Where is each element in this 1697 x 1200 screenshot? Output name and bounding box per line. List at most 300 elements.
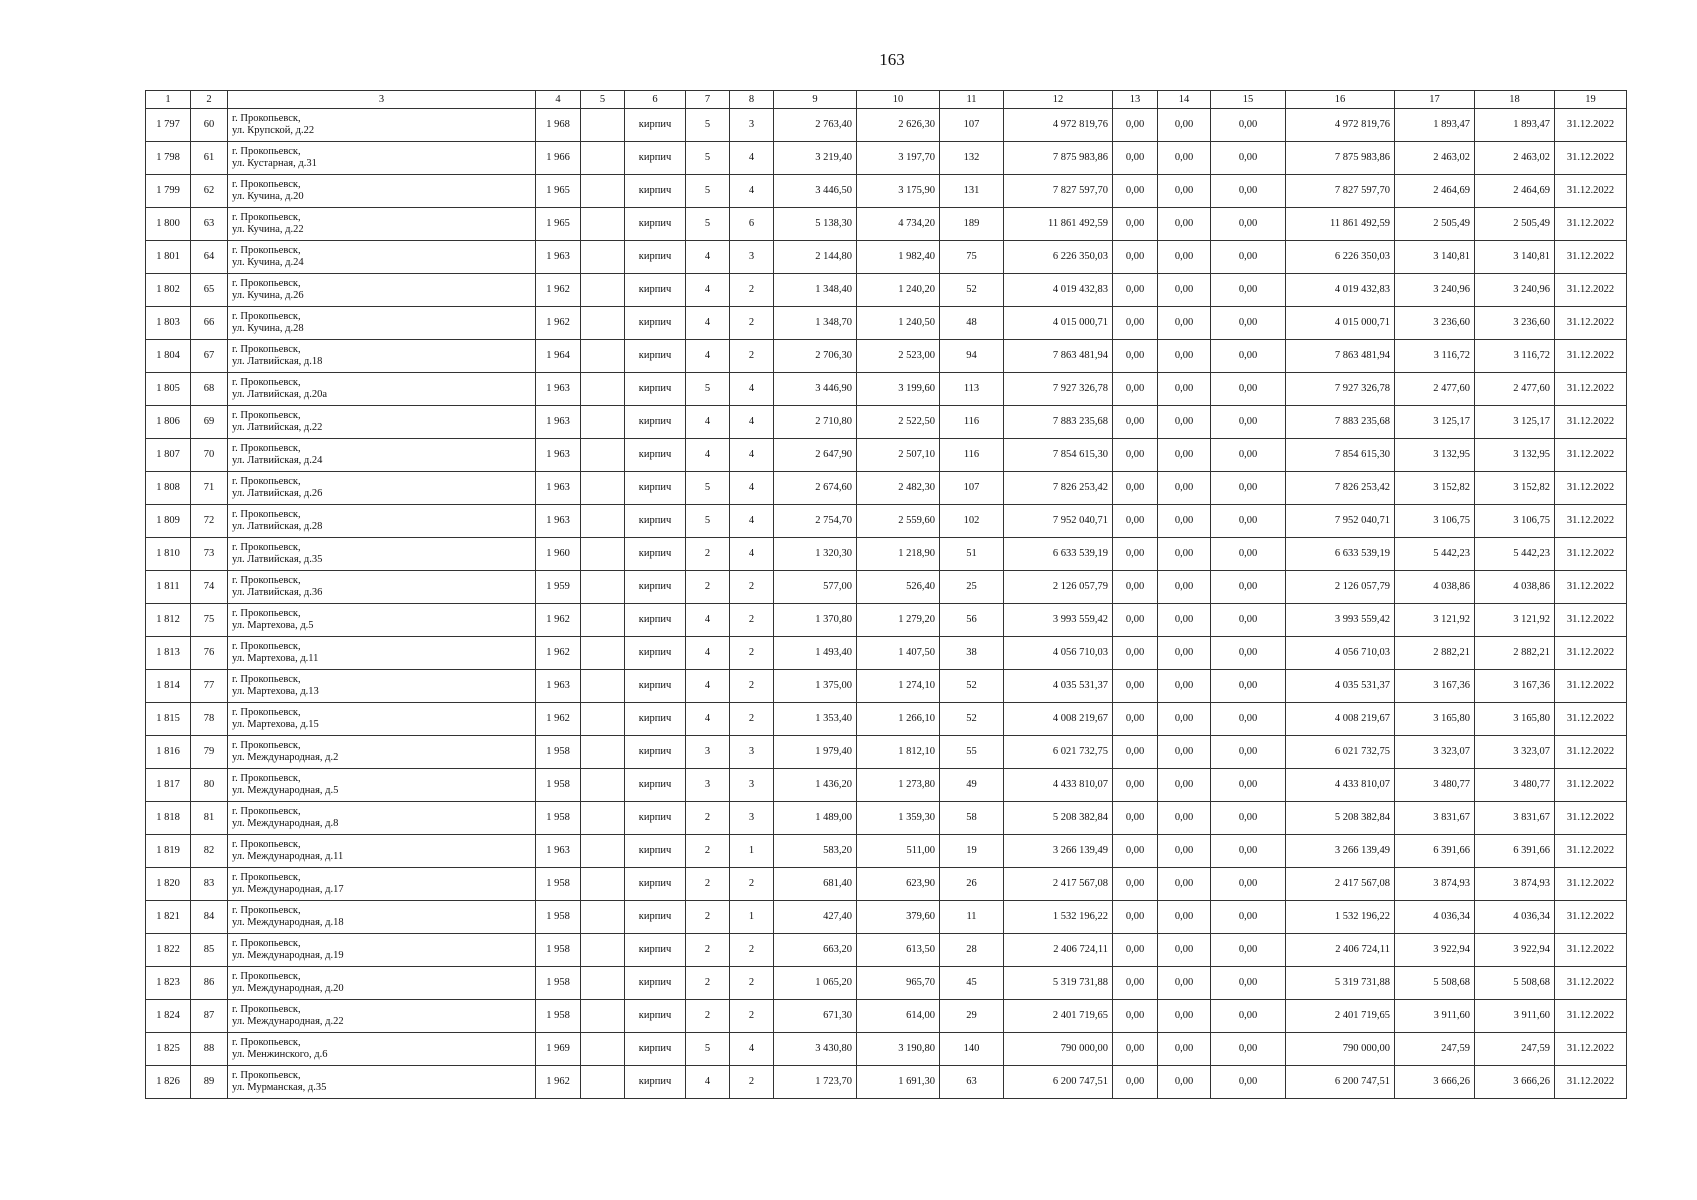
address-city: г. Прокопьевск, — [232, 311, 301, 322]
table-cell: 0,00 — [1158, 637, 1211, 670]
table-cell: 0,00 — [1211, 901, 1286, 934]
table-row — [146, 769, 1627, 802]
table-cell: 0,00 — [1113, 967, 1158, 1000]
table-cell: 3 666,26 — [1475, 1066, 1555, 1099]
address-street: ул. Латвийская, д.28 — [232, 521, 323, 532]
table-cell: 4 — [686, 406, 730, 439]
table-cell: 5 — [686, 472, 730, 505]
address-city: г. Прокопьевск, — [232, 443, 301, 454]
table-cell: 11 861 492,59 — [1004, 208, 1113, 241]
table-cell: 5 442,23 — [1395, 538, 1475, 571]
table-cell: 3 236,60 — [1395, 307, 1475, 340]
table-cell: 48 — [940, 307, 1004, 340]
table-cell: 31.12.2022 — [1555, 142, 1627, 175]
table-cell: 3 167,36 — [1395, 670, 1475, 703]
table-row — [146, 802, 1627, 835]
table-cell: 0,00 — [1211, 175, 1286, 208]
table-cell: 4 015 000,71 — [1004, 307, 1113, 340]
table-cell: 0,00 — [1113, 604, 1158, 637]
table-cell: 113 — [940, 373, 1004, 406]
table-cell: 1 273,80 — [857, 769, 940, 802]
table-cell — [581, 538, 625, 571]
table-cell: 7 854 615,30 — [1286, 439, 1395, 472]
table-cell: 3 240,96 — [1475, 274, 1555, 307]
table-cell: 6 021 732,75 — [1286, 736, 1395, 769]
table-cell: кирпич — [625, 967, 686, 1000]
table-cell: 31.12.2022 — [1555, 1033, 1627, 1066]
table-cell: 31.12.2022 — [1555, 241, 1627, 274]
table-cell: 0,00 — [1113, 835, 1158, 868]
table-cell: 4 — [686, 241, 730, 274]
table-cell: 1 375,00 — [774, 670, 857, 703]
address-cell — [228, 109, 536, 142]
table-cell: 94 — [940, 340, 1004, 373]
table-row — [146, 835, 1627, 868]
address-street: ул. Мурманская, д.35 — [232, 1082, 327, 1093]
table-cell — [581, 703, 625, 736]
table-cell: 2 126 057,79 — [1004, 571, 1113, 604]
table-cell: 1 798 — [146, 142, 191, 175]
table-row — [146, 274, 1627, 307]
table-row — [146, 868, 1627, 901]
table-cell: 2 477,60 — [1395, 373, 1475, 406]
table-cell: кирпич — [625, 439, 686, 472]
table-cell: 4 — [686, 274, 730, 307]
table-cell: 0,00 — [1113, 142, 1158, 175]
table-cell: 0,00 — [1211, 538, 1286, 571]
table-row — [146, 538, 1627, 571]
table-cell: 3 922,94 — [1475, 934, 1555, 967]
table-cell: 31.12.2022 — [1555, 472, 1627, 505]
table-cell — [581, 208, 625, 241]
table-cell: 1 963 — [536, 505, 581, 538]
table-cell: кирпич — [625, 175, 686, 208]
table-cell: кирпич — [625, 934, 686, 967]
address-street: ул. Международная, д.11 — [232, 851, 344, 862]
address-city: г. Прокопьевск, — [232, 245, 301, 256]
address-cell — [228, 868, 536, 901]
table-cell: кирпич — [625, 604, 686, 637]
address-cell — [228, 538, 536, 571]
address-cell — [228, 406, 536, 439]
table-cell: 31.12.2022 — [1555, 868, 1627, 901]
table-cell: 1 963 — [536, 670, 581, 703]
address-city: г. Прокопьевск, — [232, 674, 301, 685]
table-cell: 76 — [191, 637, 228, 670]
table-cell: 2 417 567,08 — [1286, 868, 1395, 901]
table-cell: 69 — [191, 406, 228, 439]
table-cell: 0,00 — [1211, 373, 1286, 406]
table-cell: 1 893,47 — [1395, 109, 1475, 142]
table-cell: 2 401 719,65 — [1004, 1000, 1113, 1033]
address-city: г. Прокопьевск, — [232, 872, 301, 883]
table-row — [146, 934, 1627, 967]
table-cell — [581, 967, 625, 1000]
table-cell: 2 — [686, 571, 730, 604]
address-cell — [228, 901, 536, 934]
table-cell: 2 — [686, 868, 730, 901]
address-cell — [228, 274, 536, 307]
table-cell: 31.12.2022 — [1555, 769, 1627, 802]
address-street: ул. Кустарная, д.31 — [232, 158, 317, 169]
table-cell: 3 152,82 — [1475, 472, 1555, 505]
table-cell: кирпич — [625, 802, 686, 835]
table-cell: 3 106,75 — [1395, 505, 1475, 538]
address-city: г. Прокопьевск, — [232, 146, 301, 157]
table-cell: 28 — [940, 934, 1004, 967]
table-cell: 1 804 — [146, 340, 191, 373]
table-cell: 1 274,10 — [857, 670, 940, 703]
table-cell: 1 — [730, 835, 774, 868]
table-cell: 0,00 — [1158, 934, 1211, 967]
table-cell: 102 — [940, 505, 1004, 538]
table-cell: 65 — [191, 274, 228, 307]
address-street: ул. Кучина, д.28 — [232, 323, 304, 334]
table-cell: 965,70 — [857, 967, 940, 1000]
table-cell: 0,00 — [1158, 802, 1211, 835]
table-cell: кирпич — [625, 274, 686, 307]
table-cell: 31.12.2022 — [1555, 604, 1627, 637]
table-cell: 663,20 — [774, 934, 857, 967]
table-cell: 0,00 — [1113, 109, 1158, 142]
table-cell: 1 822 — [146, 934, 191, 967]
address-street: ул. Латвийская, д.18 — [232, 356, 323, 367]
table-cell: 7 863 481,94 — [1004, 340, 1113, 373]
table-cell: 0,00 — [1211, 1033, 1286, 1066]
table-cell: 1 963 — [536, 439, 581, 472]
table-cell: 0,00 — [1158, 241, 1211, 274]
address-cell — [228, 505, 536, 538]
table-cell: 2 — [730, 1000, 774, 1033]
table-cell: 29 — [940, 1000, 1004, 1033]
table-cell: 3 197,70 — [857, 142, 940, 175]
table-cell: 3 190,80 — [857, 1033, 940, 1066]
table-cell: 0,00 — [1113, 670, 1158, 703]
table-cell: 3 132,95 — [1475, 439, 1555, 472]
table-cell: 31.12.2022 — [1555, 505, 1627, 538]
table-cell: 3 121,92 — [1395, 604, 1475, 637]
table-cell: 1 802 — [146, 274, 191, 307]
address-cell — [228, 802, 536, 835]
table-cell: 0,00 — [1211, 967, 1286, 1000]
table-cell: кирпич — [625, 1033, 686, 1066]
table-cell: 131 — [940, 175, 1004, 208]
table-cell: 2 406 724,11 — [1286, 934, 1395, 967]
table-cell: 2 — [730, 637, 774, 670]
table-cell: 247,59 — [1475, 1033, 1555, 1066]
table-cell: 4 — [686, 670, 730, 703]
table-cell: 2 — [730, 340, 774, 373]
table-cell: 7 827 597,70 — [1004, 175, 1113, 208]
table-cell: 0,00 — [1113, 637, 1158, 670]
table-cell — [581, 340, 625, 373]
table-cell — [581, 109, 625, 142]
address-street: ул. Мартехова, д.5 — [232, 620, 314, 631]
table-cell: 583,20 — [774, 835, 857, 868]
table-cell: 5 208 382,84 — [1004, 802, 1113, 835]
table-cell: 3 874,93 — [1395, 868, 1475, 901]
table-cell: 81 — [191, 802, 228, 835]
table-cell: 6 021 732,75 — [1004, 736, 1113, 769]
table-cell: 0,00 — [1211, 1000, 1286, 1033]
table-cell: 2 — [730, 604, 774, 637]
address-cell — [228, 835, 536, 868]
table-cell: 0,00 — [1211, 208, 1286, 241]
table-cell — [581, 406, 625, 439]
table-cell: 5 508,68 — [1475, 967, 1555, 1000]
table-cell: 681,40 — [774, 868, 857, 901]
table-cell — [581, 439, 625, 472]
table-cell: 55 — [940, 736, 1004, 769]
table-cell: 3 106,75 — [1475, 505, 1555, 538]
table-cell: 2 763,40 — [774, 109, 857, 142]
address-cell — [228, 703, 536, 736]
column-header: 6 — [625, 91, 686, 109]
table-cell: 1 962 — [536, 637, 581, 670]
table-cell: кирпич — [625, 538, 686, 571]
table-row — [146, 175, 1627, 208]
table-row — [146, 439, 1627, 472]
table-cell: 6 — [730, 208, 774, 241]
table-cell: 4 035 531,37 — [1286, 670, 1395, 703]
table-cell: 4 — [686, 307, 730, 340]
table-cell: 1 958 — [536, 1000, 581, 1033]
table-cell: кирпич — [625, 109, 686, 142]
table-cell: 56 — [940, 604, 1004, 637]
table-cell: 6 391,66 — [1395, 835, 1475, 868]
table-cell: 4 — [730, 406, 774, 439]
table-cell: 31.12.2022 — [1555, 538, 1627, 571]
table-cell: 80 — [191, 769, 228, 802]
table-cell: 0,00 — [1211, 307, 1286, 340]
table-cell: 4 — [686, 637, 730, 670]
table-cell: 0,00 — [1113, 1000, 1158, 1033]
table-cell: 0,00 — [1211, 835, 1286, 868]
table-cell: 247,59 — [1395, 1033, 1475, 1066]
table-row — [146, 901, 1627, 934]
address-cell — [228, 637, 536, 670]
table-cell: 3 167,36 — [1475, 670, 1555, 703]
table-cell: 5 442,23 — [1475, 538, 1555, 571]
table-cell: 0,00 — [1113, 439, 1158, 472]
address-city: г. Прокопьевск, — [232, 1070, 301, 1081]
address-city: г. Прокопьевск, — [232, 806, 301, 817]
table-cell: кирпич — [625, 406, 686, 439]
table-cell: 2 406 724,11 — [1004, 934, 1113, 967]
table-cell: 0,00 — [1158, 340, 1211, 373]
table-cell: кирпич — [625, 901, 686, 934]
table-cell: 1 723,70 — [774, 1066, 857, 1099]
table-cell: 107 — [940, 472, 1004, 505]
address-city: г. Прокопьевск, — [232, 278, 301, 289]
table-cell: 6 226 350,03 — [1004, 241, 1113, 274]
table-cell: 4 056 710,03 — [1286, 637, 1395, 670]
table-cell: 72 — [191, 505, 228, 538]
table-cell: 1 813 — [146, 637, 191, 670]
table-cell: 3 — [686, 736, 730, 769]
address-city: г. Прокопьевск, — [232, 839, 301, 850]
table-cell: 511,00 — [857, 835, 940, 868]
address-street: ул. Международная, д.20 — [232, 983, 344, 994]
table-cell: 2 — [686, 967, 730, 1000]
table-cell: 0,00 — [1158, 307, 1211, 340]
address-street: ул. Латвийская, д.36 — [232, 587, 323, 598]
table-cell: 7 863 481,94 — [1286, 340, 1395, 373]
table-cell: 0,00 — [1211, 703, 1286, 736]
column-header: 2 — [191, 91, 228, 109]
table-cell: 140 — [940, 1033, 1004, 1066]
table-cell: кирпич — [625, 769, 686, 802]
table-cell: 0,00 — [1158, 1033, 1211, 1066]
address-cell — [228, 142, 536, 175]
table-cell: 0,00 — [1158, 373, 1211, 406]
table-cell: 1 817 — [146, 769, 191, 802]
address-city: г. Прокопьевск, — [232, 641, 301, 652]
table-cell: 70 — [191, 439, 228, 472]
table-cell: 0,00 — [1158, 571, 1211, 604]
address-street: ул. Кучина, д.26 — [232, 290, 304, 301]
column-header: 12 — [1004, 91, 1113, 109]
table-row — [146, 505, 1627, 538]
table-cell: 1 811 — [146, 571, 191, 604]
table-cell: 5 — [686, 1033, 730, 1066]
table-cell: кирпич — [625, 1066, 686, 1099]
table-cell: 5 319 731,88 — [1004, 967, 1113, 1000]
table-cell: кирпич — [625, 1000, 686, 1033]
address-cell — [228, 1000, 536, 1033]
table-cell: 79 — [191, 736, 228, 769]
address-street: ул. Международная, д.5 — [232, 785, 339, 796]
table-cell: 1 812 — [146, 604, 191, 637]
address-city: г. Прокопьевск, — [232, 113, 301, 124]
table-cell: 2 — [686, 835, 730, 868]
table-cell: 2 — [730, 670, 774, 703]
table-cell: 31.12.2022 — [1555, 1066, 1627, 1099]
address-cell — [228, 1066, 536, 1099]
table-cell: 0,00 — [1158, 406, 1211, 439]
table-cell: 4 038,86 — [1395, 571, 1475, 604]
table-cell: 0,00 — [1113, 373, 1158, 406]
table-cell: 1 806 — [146, 406, 191, 439]
table-cell: 132 — [940, 142, 1004, 175]
table-cell — [581, 769, 625, 802]
table-cell: 3 165,80 — [1475, 703, 1555, 736]
address-cell — [228, 340, 536, 373]
table-cell: 4 008 219,67 — [1004, 703, 1113, 736]
column-header: 15 — [1211, 91, 1286, 109]
table-cell: 31.12.2022 — [1555, 307, 1627, 340]
address-cell — [228, 208, 536, 241]
table-cell: 623,90 — [857, 868, 940, 901]
table-cell: 1 965 — [536, 175, 581, 208]
table-cell: 5 — [686, 208, 730, 241]
table-cell: 2 — [686, 901, 730, 934]
table-cell: 0,00 — [1211, 505, 1286, 538]
table-cell: 1 691,30 — [857, 1066, 940, 1099]
table-cell: 0,00 — [1113, 538, 1158, 571]
column-header: 16 — [1286, 91, 1395, 109]
table-cell: 3 140,81 — [1475, 241, 1555, 274]
table-cell: 63 — [191, 208, 228, 241]
table-cell — [581, 142, 625, 175]
table-cell: 83 — [191, 868, 228, 901]
column-header: 7 — [686, 91, 730, 109]
table-cell — [581, 802, 625, 835]
table-cell — [581, 1066, 625, 1099]
table-cell: 1 807 — [146, 439, 191, 472]
table-cell: 1 799 — [146, 175, 191, 208]
table-cell: 67 — [191, 340, 228, 373]
table-cell: 5 — [686, 175, 730, 208]
table-cell: 31.12.2022 — [1555, 703, 1627, 736]
table-cell: 1 812,10 — [857, 736, 940, 769]
table-cell — [581, 901, 625, 934]
table-cell: 0,00 — [1113, 934, 1158, 967]
table-cell: 60 — [191, 109, 228, 142]
table-cell: 75 — [940, 241, 1004, 274]
table-cell: 2 — [686, 934, 730, 967]
table-cell: 26 — [940, 868, 1004, 901]
table-cell: 3 831,67 — [1395, 802, 1475, 835]
table-cell: 31.12.2022 — [1555, 175, 1627, 208]
table-cell: 0,00 — [1211, 769, 1286, 802]
table-cell: 52 — [940, 274, 1004, 307]
table-row — [146, 472, 1627, 505]
table-row — [146, 1033, 1627, 1066]
table-cell: 3 993 559,42 — [1004, 604, 1113, 637]
table-cell: 82 — [191, 835, 228, 868]
address-cell — [228, 736, 536, 769]
table-cell: 4 036,34 — [1395, 901, 1475, 934]
table-cell: 6 226 350,03 — [1286, 241, 1395, 274]
table-cell: 4 056 710,03 — [1004, 637, 1113, 670]
table-cell: 1 821 — [146, 901, 191, 934]
table-cell: кирпич — [625, 307, 686, 340]
table-cell: 1 825 — [146, 1033, 191, 1066]
table-cell: 2 522,50 — [857, 406, 940, 439]
table-cell: 1 958 — [536, 736, 581, 769]
table-row — [146, 142, 1627, 175]
table-cell: 2 882,21 — [1475, 637, 1555, 670]
table-cell: 49 — [940, 769, 1004, 802]
table-cell: 1 320,30 — [774, 538, 857, 571]
table-cell: 31.12.2022 — [1555, 1000, 1627, 1033]
table-cell: 1 968 — [536, 109, 581, 142]
table-cell: 0,00 — [1158, 439, 1211, 472]
address-cell — [228, 604, 536, 637]
address-city: г. Прокопьевск, — [232, 377, 301, 388]
table-cell: 1 815 — [146, 703, 191, 736]
table-cell: 1 965 — [536, 208, 581, 241]
table-cell: 1 436,20 — [774, 769, 857, 802]
table-cell: 4 734,20 — [857, 208, 940, 241]
table-cell: 63 — [940, 1066, 1004, 1099]
table-cell: 3 911,60 — [1475, 1000, 1555, 1033]
table-cell: 4 — [686, 439, 730, 472]
table-cell: 2 — [730, 307, 774, 340]
table-cell: 31.12.2022 — [1555, 901, 1627, 934]
table-cell — [581, 637, 625, 670]
address-city: г. Прокопьевск, — [232, 938, 301, 949]
table-cell: 2 507,10 — [857, 439, 940, 472]
table-cell: 7 952 040,71 — [1004, 505, 1113, 538]
address-street: ул. Международная, д.22 — [232, 1016, 344, 1027]
table-cell: 2 463,02 — [1475, 142, 1555, 175]
table-cell: 2 — [730, 703, 774, 736]
table-cell: 107 — [940, 109, 1004, 142]
table-cell: 5 138,30 — [774, 208, 857, 241]
table-cell: 1 279,20 — [857, 604, 940, 637]
